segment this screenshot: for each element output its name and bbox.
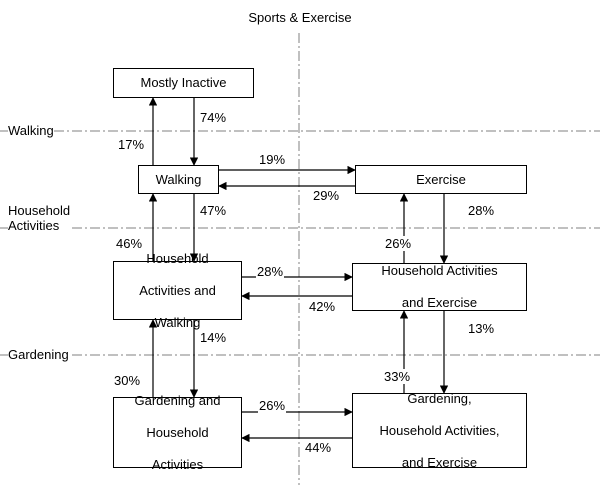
edge-label-household-exercise-to-household-walking: 42% [309, 299, 336, 314]
edge-label-gardening-household-exercise-to-gardening-household: 44% [305, 440, 332, 455]
edge-label-walking-to-exercise: 19% [259, 152, 286, 167]
edge-label-mostly-inactive-to-walking: 74% [200, 110, 227, 125]
node-mostly-inactive-label: Mostly Inactive [140, 75, 227, 90]
row-label-household-activities-line2: Activities [8, 218, 60, 233]
edge-label-household-walking-to-gardening-household: 14% [200, 330, 227, 345]
node-household-activities-and-exercise[interactable] [352, 263, 527, 311]
node-household-walking-line2: Activities and [139, 282, 216, 298]
node-household-exercise-line1: Household Activities [381, 263, 498, 278]
edge-label-gardening-household-to-household-walking: 30% [114, 373, 141, 388]
node-household-activities-and-exercise-label [373, 263, 505, 311]
node-gardening-household-line3: Activities [151, 456, 204, 472]
node-gardening-household-exercise-line2: Household Activities, [379, 422, 500, 438]
node-gardening-and-household-activities-label [126, 393, 228, 473]
row-label-household-activities-line1: Household [8, 203, 71, 218]
edge-label-household-exercise-to-gardening-household-exercise: 13% [468, 321, 495, 336]
node-exercise-label: Exercise [416, 171, 466, 187]
node-gardening-household-activities-and-exercise-label [372, 391, 508, 471]
node-gardening-household-line2: Household [146, 424, 209, 440]
node-gardening-household-line1: Gardening and [134, 392, 221, 408]
row-label-gardening: Gardening [8, 347, 69, 362]
node-household-activities-and-walking-label [131, 251, 224, 331]
row-label-household-activities [8, 203, 70, 233]
node-household-walking-line1: Household [146, 250, 209, 266]
edge-label-walking-to-household-walking: 47% [200, 203, 227, 218]
edge-label-exercise-to-household-exercise: 28% [468, 203, 495, 218]
node-household-walking-line3: Walking [154, 314, 201, 330]
edge-label-exercise-to-walking: 29% [313, 188, 340, 203]
node-gardening-household-exercise-line3: and Exercise [401, 454, 478, 470]
edge-label-gardening-household-to-gardening-household-exercise: 26% [259, 398, 286, 413]
node-household-exercise-line2: and Exercise [401, 295, 478, 310]
column-title-sports-exercise: Sports & Exercise [229, 10, 371, 25]
node-mostly-inactive[interactable] [113, 68, 254, 98]
row-label-walking: Walking [8, 123, 54, 138]
node-exercise[interactable] [355, 165, 527, 194]
node-gardening-household-exercise-line1: Gardening, [407, 390, 472, 406]
edge-label-gardening-household-exercise-to-household-exercise: 33% [384, 369, 411, 384]
node-walking[interactable] [138, 165, 219, 194]
edge-label-walking-to-mostly-inactive: 17% [118, 137, 145, 152]
edge-label-household-exercise-to-exercise: 26% [385, 236, 412, 251]
node-gardening-household-activities-and-exercise[interactable] [352, 390, 527, 470]
node-walking-label: Walking [155, 171, 202, 187]
edge-label-household-walking-to-household-exercise: 28% [257, 264, 284, 279]
node-household-activities-and-walking[interactable] [113, 250, 242, 330]
node-gardening-and-household-activities[interactable] [113, 392, 242, 472]
edge-label-household-walking-to-walking: 46% [116, 236, 143, 251]
